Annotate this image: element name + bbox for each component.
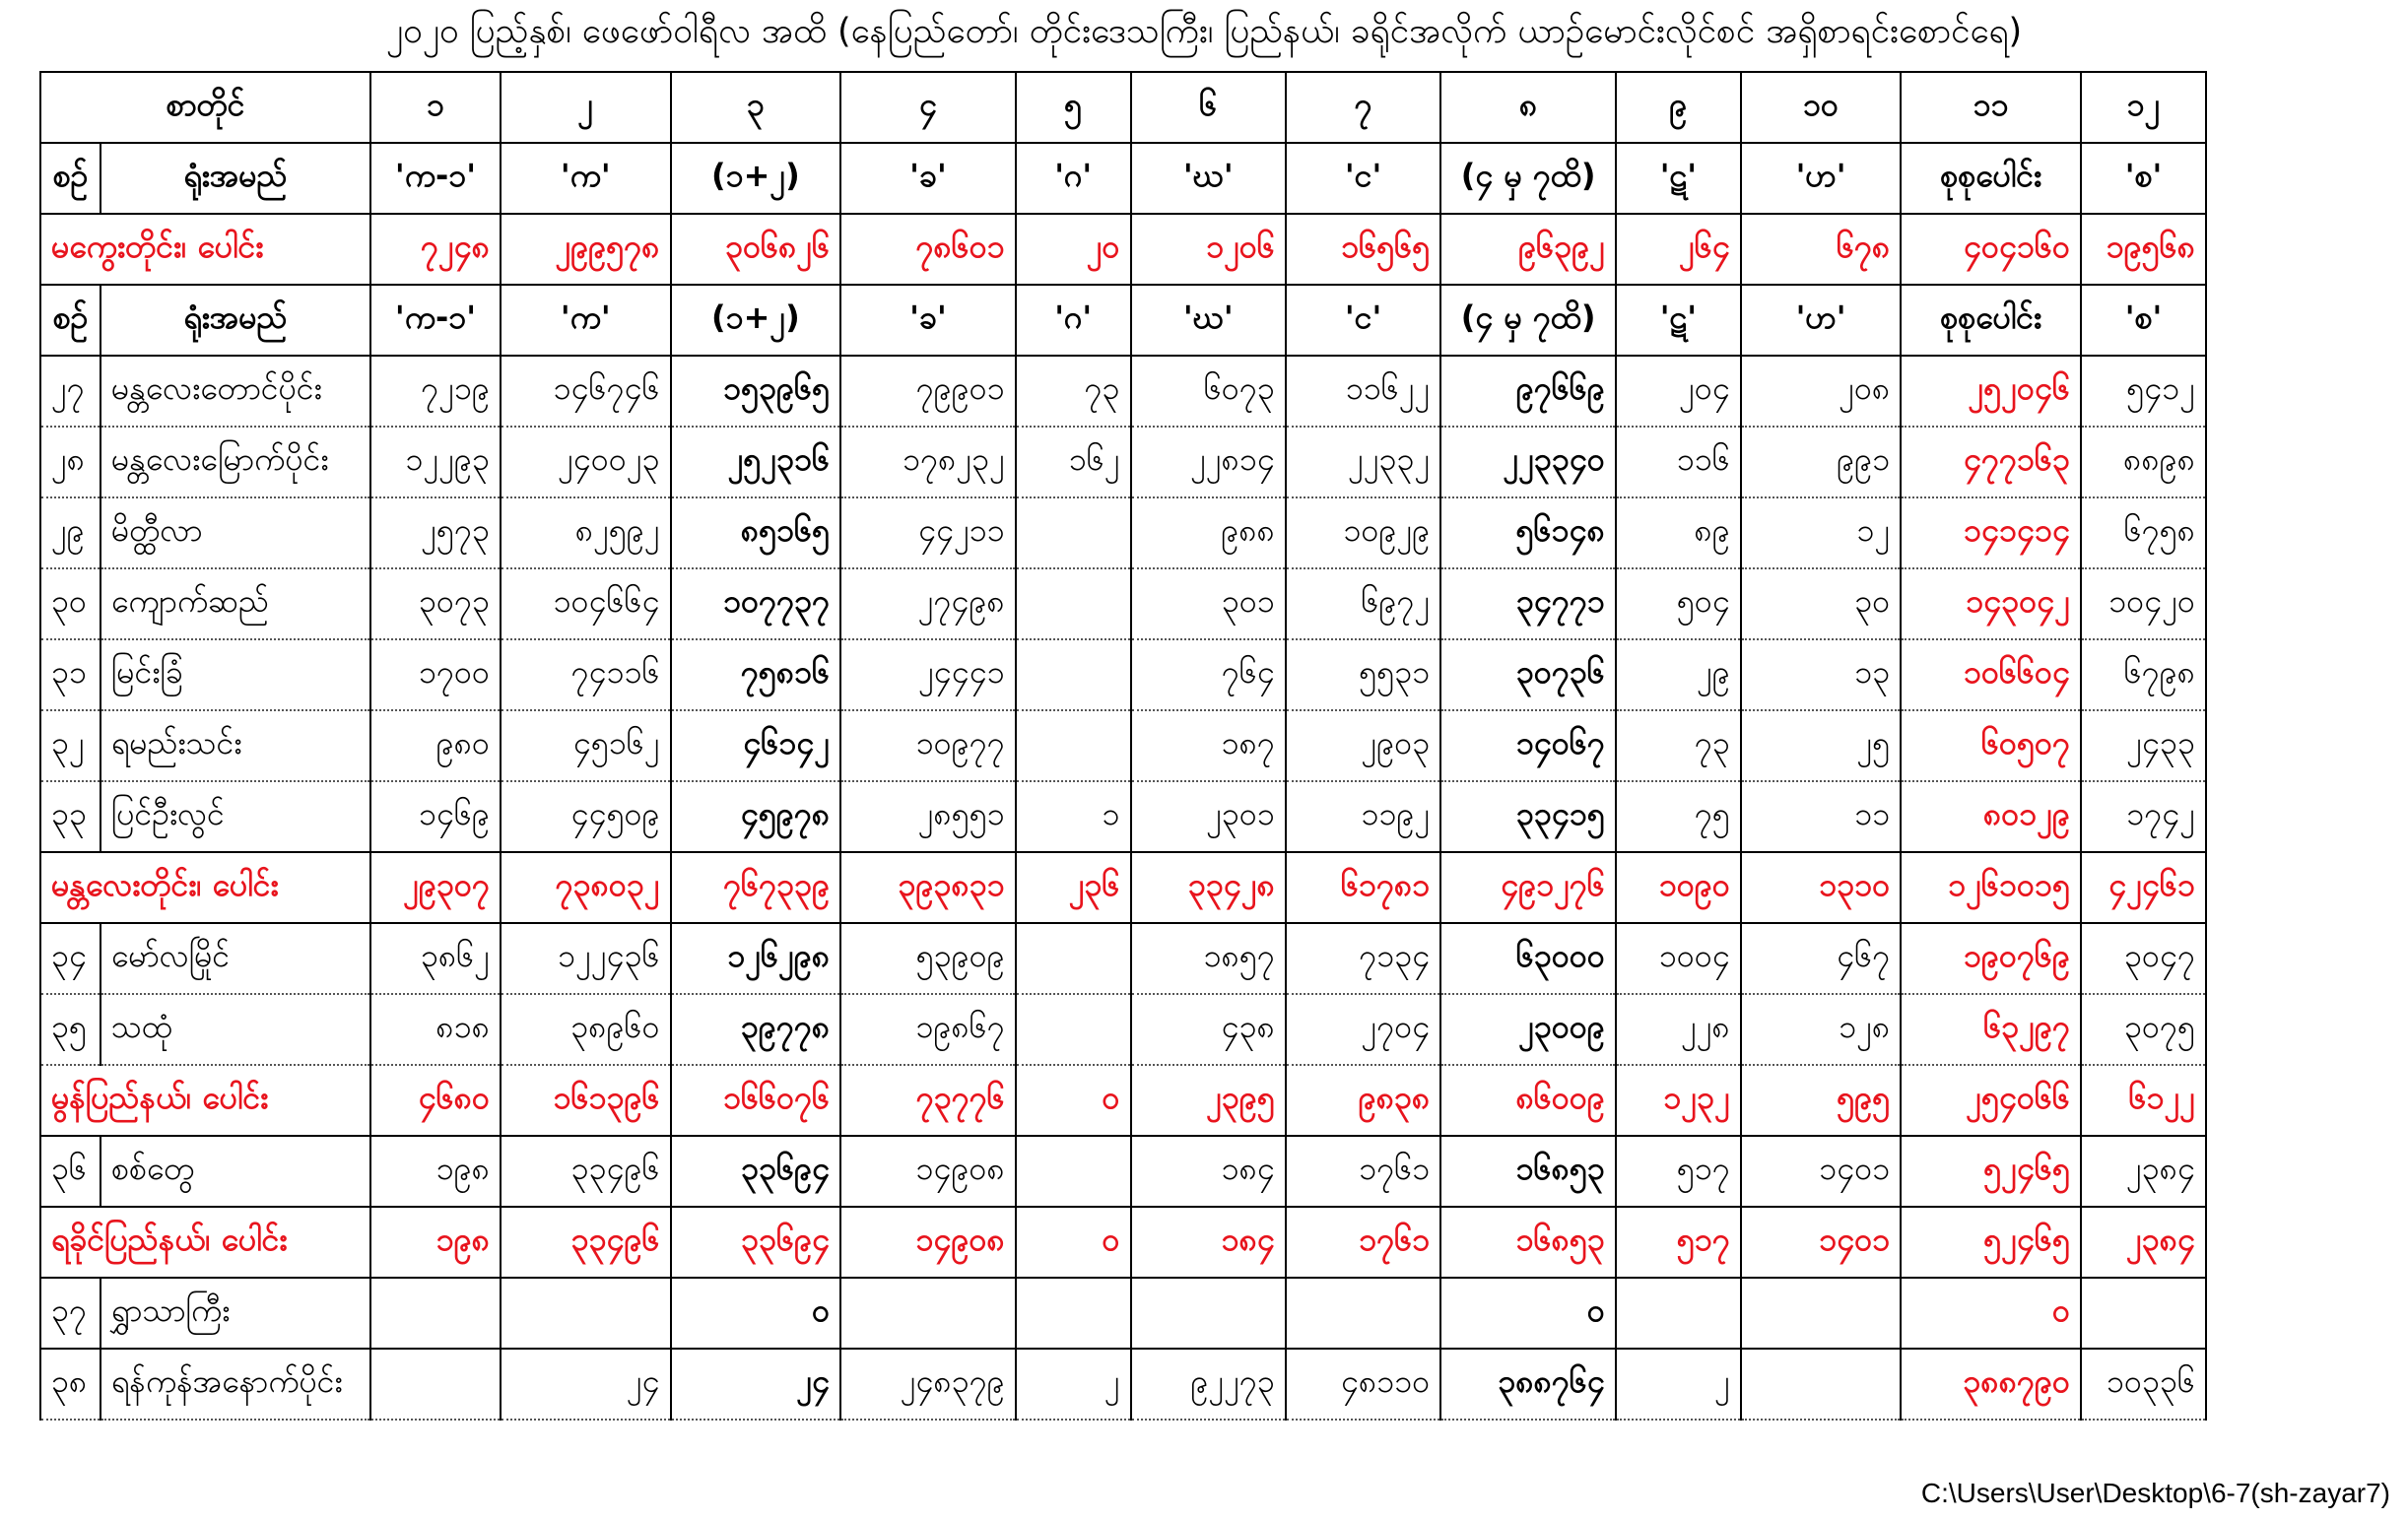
table-cell: ၃၀၇၃	[370, 568, 501, 639]
table-cell: ၂၆၄	[1616, 214, 1741, 285]
table-cell: ၂၀	[1016, 214, 1131, 285]
table-cell: ၁၉၅၆၈	[2081, 214, 2206, 285]
table-cell: ၅၁၇	[1616, 1207, 1741, 1278]
table-cell: ၆၉၇၂	[1286, 568, 1440, 639]
table-cell: ၃၉၃၈၃၁	[840, 852, 1016, 923]
table-cell: ၄၆၈၀	[370, 1065, 501, 1136]
table-cell: ၃၈၉၆၀	[501, 994, 671, 1065]
table-cell: ၃၈၈၇၆၄	[1440, 1349, 1616, 1420]
table-cell: ၁၀၇၇၃၇	[671, 568, 841, 639]
table-cell	[1286, 1278, 1440, 1349]
license-type-header: 'က'	[501, 143, 671, 214]
license-type-header: 'ဋ'	[1616, 285, 1741, 356]
column-number: ၅	[1016, 72, 1131, 143]
table-cell: ၆၇၈	[1741, 214, 1901, 285]
table-row	[40, 1349, 2206, 1420]
table-cell: ၉၇၆၆၉	[1440, 356, 1616, 427]
table-cell: ၃၃၄၁၅	[1440, 781, 1616, 852]
table-cell: ၁	[1016, 781, 1131, 852]
table-cell: ၇၁၃၄	[1286, 923, 1440, 994]
table-cell: ၃၉၇၇၈	[671, 994, 841, 1065]
table-cell: ၂	[1616, 1349, 1741, 1420]
table-cell: ၄၆၁၄၂	[671, 710, 841, 781]
table-cell: ၂၂၈၁၄	[1131, 427, 1286, 497]
table-cell: ၇၃	[1016, 356, 1131, 427]
table-cell: ၅၁၇	[1616, 1136, 1741, 1207]
table-cell: ၂၄	[671, 1349, 841, 1420]
table-cell	[370, 1349, 501, 1420]
row-code: ၂၈	[40, 427, 100, 497]
table-cell: ၅၅၃၁	[1286, 639, 1440, 710]
table-cell: ၂၈၅၅၁	[840, 781, 1016, 852]
table-cell: ၆၀၅၀၇	[1901, 710, 2081, 781]
table-cell: ၀	[671, 1278, 841, 1349]
table-cell: ၈၉	[1616, 497, 1741, 568]
table-cell: ၂၃၈၄	[2081, 1136, 2206, 1207]
table-cell: ၁၉၈	[370, 1136, 501, 1207]
table-cell	[501, 1278, 671, 1349]
office-name: ပြင်ဦးလွင်	[100, 781, 370, 852]
table-cell: ၂၄၃၃	[2081, 710, 2206, 781]
license-type-header: 'ခ'	[840, 143, 1016, 214]
column-number: ၁၂	[2081, 72, 2206, 143]
table-cell: ၁၀၄၂၀	[2081, 568, 2206, 639]
table-cell: ၂၉၉၅၇၈	[501, 214, 671, 285]
table-row	[40, 639, 2206, 710]
table-cell	[1016, 639, 1131, 710]
office-name: မိတ္ထီလာ	[100, 497, 370, 568]
name-header: ရုံးအမည်	[100, 285, 370, 356]
column-number: ၁၁	[1901, 72, 2081, 143]
table-cell: ၂၉	[1616, 639, 1741, 710]
table-cell: ၁၂	[1741, 497, 1901, 568]
table-cell: ၁၅၃၉၆၅	[671, 356, 841, 427]
table-cell: ၉၉၁	[1741, 427, 1901, 497]
table-cell: ၆၃၂၉၇	[1901, 994, 2081, 1065]
table-cell	[370, 1278, 501, 1349]
office-name: ရန်ကုန်အနောက်ပိုင်း	[100, 1349, 370, 1420]
table-cell: ၁၈၇	[1131, 710, 1286, 781]
table-cell: ၂၅၂၃၁၆	[671, 427, 841, 497]
column-number: ၂	[501, 72, 671, 143]
table-cell: ၆၃၀၀၀	[1440, 923, 1616, 994]
table-cell: ၁၀၉၂၉	[1286, 497, 1440, 568]
table-cell: ၀	[1016, 1065, 1131, 1136]
table-cell: ၁၆၂	[1016, 427, 1131, 497]
table-cell: ၁၂၀၆	[1131, 214, 1286, 285]
table-cell: ၅၆၁၄၈	[1440, 497, 1616, 568]
license-type-header: 'က'	[501, 285, 671, 356]
license-type-header: 'င'	[1286, 143, 1440, 214]
table-cell: ၄၃၈	[1131, 994, 1286, 1065]
table-cell	[840, 1278, 1016, 1349]
office-name: ရမည်းသင်း	[100, 710, 370, 781]
table-cell: ၃၃၆၉၄	[671, 1136, 841, 1207]
table-cell: ၁၂၆၂၉၈	[671, 923, 841, 994]
table-cell: ၇၆၇၃၃၉	[671, 852, 841, 923]
table-cell: ၂၃၀၀၉	[1440, 994, 1616, 1065]
row-code: ၃၁	[40, 639, 100, 710]
table-cell: ၁၂၂၄၃၆	[501, 923, 671, 994]
table-cell: ၉၈၃၈	[1286, 1065, 1440, 1136]
table-cell: ၈၈၉၈	[2081, 427, 2206, 497]
table-cell: ၁၀၉၇၇	[840, 710, 1016, 781]
table-cell: ၄၄၅၀၉	[501, 781, 671, 852]
license-type-header: 'ဃ'	[1131, 143, 1286, 214]
table-cell: ၁၀၀၄	[1616, 923, 1741, 994]
office-name: မန္တလေးမြောက်ပိုင်း	[100, 427, 370, 497]
table-cell: ၈၅၁၆၅	[671, 497, 841, 568]
table-cell	[1616, 1278, 1741, 1349]
subtotal-label: ရခိုင်ပြည်နယ်၊ ပေါင်း	[40, 1207, 370, 1278]
row-code: ၃၃	[40, 781, 100, 852]
license-type-header: 'က-၁'	[370, 143, 501, 214]
table-row	[40, 994, 2206, 1065]
license-type-header: (၁+၂)	[671, 285, 841, 356]
table-cell	[1016, 994, 1131, 1065]
name-header: ရုံးအမည်	[100, 143, 370, 214]
table-cell: ၂၉၀၃	[1286, 710, 1440, 781]
row-code: ၃၄	[40, 923, 100, 994]
table-cell: ၁၀၄၆၆၄	[501, 568, 671, 639]
table-cell	[1016, 1136, 1131, 1207]
table-cell: ၁၆၆၀၇၆	[671, 1065, 841, 1136]
table-cell: ၇၂၄၈	[370, 214, 501, 285]
license-type-header: 'စ'	[2081, 285, 2206, 356]
table-cell: ၆၇၉၈	[2081, 639, 2206, 710]
column-number-row	[40, 72, 2206, 143]
table-cell: ၁၆၅၆၅	[1286, 214, 1440, 285]
table-cell: ၀	[1440, 1278, 1616, 1349]
column-number: ၆	[1131, 72, 1286, 143]
table-cell: ၁၁၆	[1616, 427, 1741, 497]
table-cell: ၂၂၃၃၂	[1286, 427, 1440, 497]
table-cell: ၁၉၈	[370, 1207, 501, 1278]
table-cell: ၁၂၃၂	[1616, 1065, 1741, 1136]
table-cell: ၄၆၇	[1741, 923, 1901, 994]
table-cell: ၃၀၇၅	[2081, 994, 2206, 1065]
column-number: ၈	[1440, 72, 1616, 143]
table-cell: ၄၉၁၂၇၆	[1440, 852, 1616, 923]
table-cell: ၁၂၂၉၃	[370, 427, 501, 497]
subtotal-row	[40, 1065, 2206, 1136]
subtotal-row	[40, 1207, 2206, 1278]
table-cell: ၂၇၀၄	[1286, 994, 1440, 1065]
table-cell: ၂၅၇၃	[370, 497, 501, 568]
row-code: ၃၇	[40, 1278, 100, 1349]
table-cell: ၉၆၃၉၂	[1440, 214, 1616, 285]
table-cell: ၁၈၄	[1131, 1136, 1286, 1207]
table-cell: ၈၂၅၉၂	[501, 497, 671, 568]
table-row	[40, 781, 2206, 852]
table-cell: ၂၇၄၉၈	[840, 568, 1016, 639]
table-cell	[1016, 497, 1131, 568]
table-cell: ၀	[1016, 1207, 1131, 1278]
row-code: ၃၆	[40, 1136, 100, 1207]
table-row	[40, 356, 2206, 427]
table-cell	[1016, 923, 1131, 994]
page-title: ၂၀၂၀ ပြည့်နှစ်၊ ဖေဖော်ဝါရီလ အထိ (နေပြည်တော်၊ တိုင်းဒေသကြီး၊ ပြည်နယ်၊ ခရိုင်အလိုက် ယာဉ်မောင်းလိုင်စင် အရှိစာရင်းစောင်ရေ)	[385, 12, 2023, 51]
table-cell: ၈၁၈	[370, 994, 501, 1065]
table-cell: ၁၆၈၅၃	[1440, 1136, 1616, 1207]
table-cell: ၁၀၃၃၆	[2081, 1349, 2206, 1420]
table-cell: ၄၈၁၁၀	[1286, 1349, 1440, 1420]
table-cell: ၃၃၄၉၆	[501, 1136, 671, 1207]
table-cell: ၂၀၈	[1741, 356, 1901, 427]
table-cell	[1016, 1278, 1131, 1349]
table-cell: ၇၃	[1616, 710, 1741, 781]
table-cell: ၇၆၄	[1131, 639, 1286, 710]
row-code: ၂၉	[40, 497, 100, 568]
office-name: ရွှာသာကြီး	[100, 1278, 370, 1349]
column-number: ၁၀	[1741, 72, 1901, 143]
license-type-header: (၁+၂)	[671, 143, 841, 214]
table-cell: ၄၅၉၇၈	[671, 781, 841, 852]
table-cell: ၂၃၀၁	[1131, 781, 1286, 852]
table-cell: ၇၅၈၁၆	[671, 639, 841, 710]
table-cell: ၂၂၃၃၄၀	[1440, 427, 1616, 497]
table-cell: ၁၄၉၀၈	[840, 1136, 1016, 1207]
table-cell: ၁၂၈	[1741, 994, 1901, 1065]
table-cell: ၉၈၈	[1131, 497, 1286, 568]
table-cell	[1741, 1278, 1901, 1349]
table-cell: ၁၇၄၂	[2081, 781, 2206, 852]
table-cell	[1131, 1278, 1286, 1349]
table-cell: ၇၅	[1616, 781, 1741, 852]
table-cell: ၄၂၄၆၁	[2081, 852, 2206, 923]
table-cell: ၁၁	[1741, 781, 1901, 852]
table-cell: ၂၂၈	[1616, 994, 1741, 1065]
table-cell: ၁၄၁၄၁၄	[1901, 497, 2081, 568]
table-cell: ၃၀၁	[1131, 568, 1286, 639]
table-cell: ၇၃၇၇၆	[840, 1065, 1016, 1136]
table-cell: ၃၄၇၇၁	[1440, 568, 1616, 639]
code-header: စဉ်	[40, 285, 100, 356]
column-number: ၃	[671, 72, 841, 143]
table-cell: ၉၂၂၇၃	[1131, 1349, 1286, 1420]
table-cell: ၁၂၆၁၀၁၅	[1901, 852, 2081, 923]
table-row	[40, 710, 2206, 781]
subtotal-row	[40, 214, 2206, 285]
license-type-row	[40, 143, 2206, 214]
table-cell: ၁၃၁၀	[1741, 852, 1901, 923]
table-cell: ၁၉၀၇၆၉	[1901, 923, 2081, 994]
table-cell: ၄၄၂၁၁	[840, 497, 1016, 568]
office-name: မြင်းခြံ	[100, 639, 370, 710]
table-cell: ၅၂၄၆၅	[1901, 1136, 2081, 1207]
table-cell: ၇၉၉၀၁	[840, 356, 1016, 427]
license-type-header: 'ဟ'	[1741, 285, 1901, 356]
table-cell: ၁၇၈၂၃၂	[840, 427, 1016, 497]
table-cell: ၄၇၇၁၆၃	[1901, 427, 2081, 497]
subtotal-row	[40, 852, 2206, 923]
table-cell: ၁၁၉၂	[1286, 781, 1440, 852]
license-type-header: 'ဋ'	[1616, 143, 1741, 214]
license-table	[39, 71, 2207, 1421]
subtotal-label: မကွေးတိုင်း၊ ပေါင်း	[40, 214, 370, 285]
table-cell: ၂၀၄	[1616, 356, 1741, 427]
table-cell: ၁၈၄	[1131, 1207, 1286, 1278]
table-cell: ၁၁၆၂၂	[1286, 356, 1440, 427]
table-cell	[1741, 1349, 1901, 1420]
table-cell: ၁၀၉၀	[1616, 852, 1741, 923]
table-cell: ၃၃၄၉၆	[501, 1207, 671, 1278]
table-cell: ၆၇၅၈	[2081, 497, 2206, 568]
table-row	[40, 427, 2206, 497]
table-cell: ၇၂၁၉	[370, 356, 501, 427]
table-row	[40, 568, 2206, 639]
table-cell: ၃၈၈၇၉၀	[1901, 1349, 2081, 1420]
table-cell: ၁၄၀၆၇	[1440, 710, 1616, 781]
license-type-header: (၄ မှ ၇ထိ)	[1440, 143, 1616, 214]
row-code: ၃၂	[40, 710, 100, 781]
table-cell: ၁၄၀၁	[1741, 1207, 1901, 1278]
license-type-header: 'ဂ'	[1016, 285, 1131, 356]
column-number: ၉	[1616, 72, 1741, 143]
table-cell	[1016, 568, 1131, 639]
table-cell: ၂၄	[501, 1349, 671, 1420]
table-row	[40, 497, 2206, 568]
table-cell: ၆၁၂၂	[2081, 1065, 2206, 1136]
office-name: စစ်တွေ	[100, 1136, 370, 1207]
code-header: စဉ်	[40, 143, 100, 214]
table-cell: ၃၀၇၃၆	[1440, 639, 1616, 710]
table-cell: ၅၄၁၂	[2081, 356, 2206, 427]
table-cell	[2081, 1278, 2206, 1349]
table-cell: ၅၃၉၀၉	[840, 923, 1016, 994]
row-code: ၂၇	[40, 356, 100, 427]
office-name: မော်လမြိုင်	[100, 923, 370, 994]
license-type-header: 'စ'	[2081, 143, 2206, 214]
office-name: မန္တလေးတောင်ပိုင်း	[100, 356, 370, 427]
table-cell: ၁၈၅၇	[1131, 923, 1286, 994]
table-cell: ၁၀၆၆၀၄	[1901, 639, 2081, 710]
column-label: စာတိုင်	[40, 72, 370, 143]
table-cell: ၁၄၆၉	[370, 781, 501, 852]
table-cell: ၇၈၆၀၁	[840, 214, 1016, 285]
table-cell: ၁၄၆၇၄၆	[501, 356, 671, 427]
table-cell: ၄၀၄၁၆၀	[1901, 214, 2081, 285]
table-cell: ၂၄၈၃၇၉	[840, 1349, 1016, 1420]
license-type-header: 'ဟ'	[1741, 143, 1901, 214]
table-cell: ၈၀၁၂၉	[1901, 781, 2081, 852]
table-cell: ၂၃၈၄	[2081, 1207, 2206, 1278]
license-type-header: 'ခ'	[840, 285, 1016, 356]
table-cell: ၀	[1901, 1278, 2081, 1349]
table-cell: ၃၀၄၇	[2081, 923, 2206, 994]
table-cell: ၅၀၄	[1616, 568, 1741, 639]
table-cell: ၁၃	[1741, 639, 1901, 710]
table-cell: ၁၄၃၀၄၂	[1901, 568, 2081, 639]
column-number: ၄	[840, 72, 1016, 143]
table-cell: ၁၄၉၀၈	[840, 1207, 1016, 1278]
column-number: ၇	[1286, 72, 1440, 143]
license-type-header: 'ဂ'	[1016, 143, 1131, 214]
table-cell: ၄၅၁၆၂	[501, 710, 671, 781]
table-cell: ၈၆၀၀၉	[1440, 1065, 1616, 1136]
table-cell: ၂၄၀၀၂၃	[501, 427, 671, 497]
table-cell: ၁၄၀၁	[1741, 1136, 1901, 1207]
table-cell: ၂၅၂၀၄၆	[1901, 356, 2081, 427]
license-type-header: 'ဃ'	[1131, 285, 1286, 356]
table-cell: ၅၂၄၆၅	[1901, 1207, 2081, 1278]
subtotal-label: မွန်ပြည်နယ်၊ ပေါင်း	[40, 1065, 370, 1136]
license-type-header: 'င'	[1286, 285, 1440, 356]
table-cell: ၁၇၀၀	[370, 639, 501, 710]
table-cell: ၂၅၄၀၆၆	[1901, 1065, 2081, 1136]
license-type-row	[40, 285, 2206, 356]
table-cell: ၂၄၄၄၁	[840, 639, 1016, 710]
table-cell: ၃၃၆၉၄	[671, 1207, 841, 1278]
table-cell: ၂၃၆	[1016, 852, 1131, 923]
table-cell: ၁၇၆၁	[1286, 1136, 1440, 1207]
table-cell: ၁၆၁၃၉၆	[501, 1065, 671, 1136]
table-cell: ၂၅	[1741, 710, 1901, 781]
table-row	[40, 1136, 2206, 1207]
table-cell: ၂၉၃၀၇	[370, 852, 501, 923]
table-cell	[1016, 710, 1131, 781]
column-number: ၁	[370, 72, 501, 143]
table-cell: ၃၀	[1741, 568, 1901, 639]
table-cell: ၃၃၄၂၈	[1131, 852, 1286, 923]
file-path: C:\Users\User\Desktop\6-7(sh-zayar7)	[1920, 1478, 2390, 1508]
table-cell: ၃၀၆၈၂၆	[671, 214, 841, 285]
table-cell: ၅၉၅	[1741, 1065, 1901, 1136]
table-cell: ၂	[1016, 1349, 1131, 1420]
table-cell: ၁၉၈၆၇	[840, 994, 1016, 1065]
license-type-header: 'က-၁'	[370, 285, 501, 356]
table-cell: ၇၃၈၀၃၂	[501, 852, 671, 923]
row-code: ၃၀	[40, 568, 100, 639]
license-type-header: စုစုပေါင်း	[1901, 143, 2081, 214]
table-cell: ၆၀၇၃	[1131, 356, 1286, 427]
table-row	[40, 923, 2206, 994]
table-cell: ၆၁၇၈၁	[1286, 852, 1440, 923]
row-code: ၃၈	[40, 1349, 100, 1420]
table-row	[40, 1278, 2206, 1349]
table-cell: ၇၄၁၁၆	[501, 639, 671, 710]
table-cell: ၁၆၈၅၃	[1440, 1207, 1616, 1278]
table-cell: ၉၈၀	[370, 710, 501, 781]
subtotal-label: မန္တလေးတိုင်း၊ ပေါင်း	[40, 852, 370, 923]
table-cell: ၁၇၆၁	[1286, 1207, 1440, 1278]
table-cell: ၂၃၉၅	[1131, 1065, 1286, 1136]
table-cell: ၃၈၆၂	[370, 923, 501, 994]
office-name: သထုံ	[100, 994, 370, 1065]
office-name: ကျောက်ဆည်	[100, 568, 370, 639]
license-type-header: (၄ မှ ၇ထိ)	[1440, 285, 1616, 356]
license-type-header: စုစုပေါင်း	[1901, 285, 2081, 356]
row-code: ၃၅	[40, 994, 100, 1065]
